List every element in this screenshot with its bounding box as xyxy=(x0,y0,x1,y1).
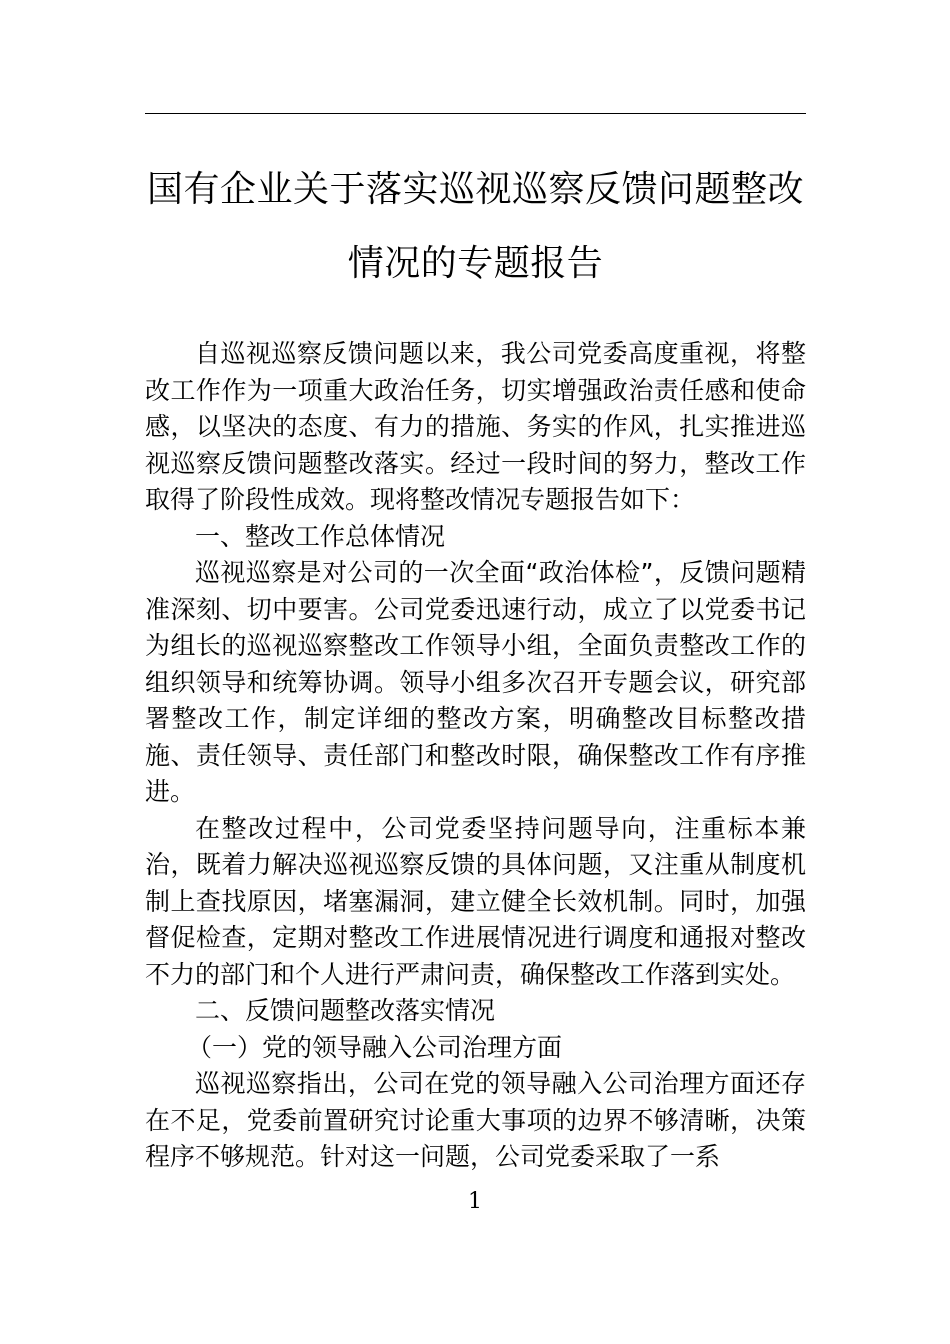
paragraph-overview: 巡视巡察是对公司的一次全面“政治体检”，反馈问题精准深刻、切中要害。公司党委迅速行动，成立了以党委书记为组长的巡视巡察整改工作领导小组，全面负责整改工作的组织领导和统筹协调。领导小组多次召开专题会议，研究部署整改工作，制定详细的整改方案，明确整改目标整改措施、责任领导、责任部门和整改时限，确保整改工作有序推进。 xyxy=(145,558,806,806)
section-heading-1: 一、整改工作总体情况 xyxy=(195,521,446,551)
subsection-heading-1: （一）党的领导融入公司治理方面 xyxy=(187,1032,563,1062)
document-body xyxy=(145,336,806,1176)
header-rule xyxy=(145,113,806,114)
paragraph-process: 在整改过程中，公司党委坚持问题导向，注重标本兼治，既着力解决巡视巡察反馈的具体问题，又注重从制度机制上查找原因，堵塞漏洞，建立健全长效机制。同时，加强督促检查，定期对整改工作进展情况进行调度和通报对整改不力的部门和个人进行严肃问责，确保整改工作落到实处。 xyxy=(145,813,806,989)
title-line-1: 国有企业关于落实巡视巡察反馈问题整改 xyxy=(146,169,804,210)
page-number: 1 xyxy=(468,1189,482,1214)
page-title xyxy=(145,168,806,286)
section-heading-2: 二、反馈问题整改落实情况 xyxy=(195,996,496,1025)
title-line-2: 情况的专题报告 xyxy=(347,243,604,284)
paragraph-governance: 巡视巡察指出，公司在党的领导融入公司治理方面还存在不足，党委前置研究讨论重大事项的边界不够清晰，决策程序不够规范。针对这一问题，公司党委采取了一系 xyxy=(145,1069,806,1171)
paragraph-intro: 自巡视巡察反馈问题以来，我公司党委高度重视，将整改工作作为一项重大政治任务，切实增强政治责任感和使命感，以坚决的态度、有力的措施、务实的作风，扎实推进巡视巡察反馈问题整改落实。经过一段时间的努力，整改工作取得了阶段性成效。现将整改情况专题报告如下： xyxy=(145,339,806,514)
